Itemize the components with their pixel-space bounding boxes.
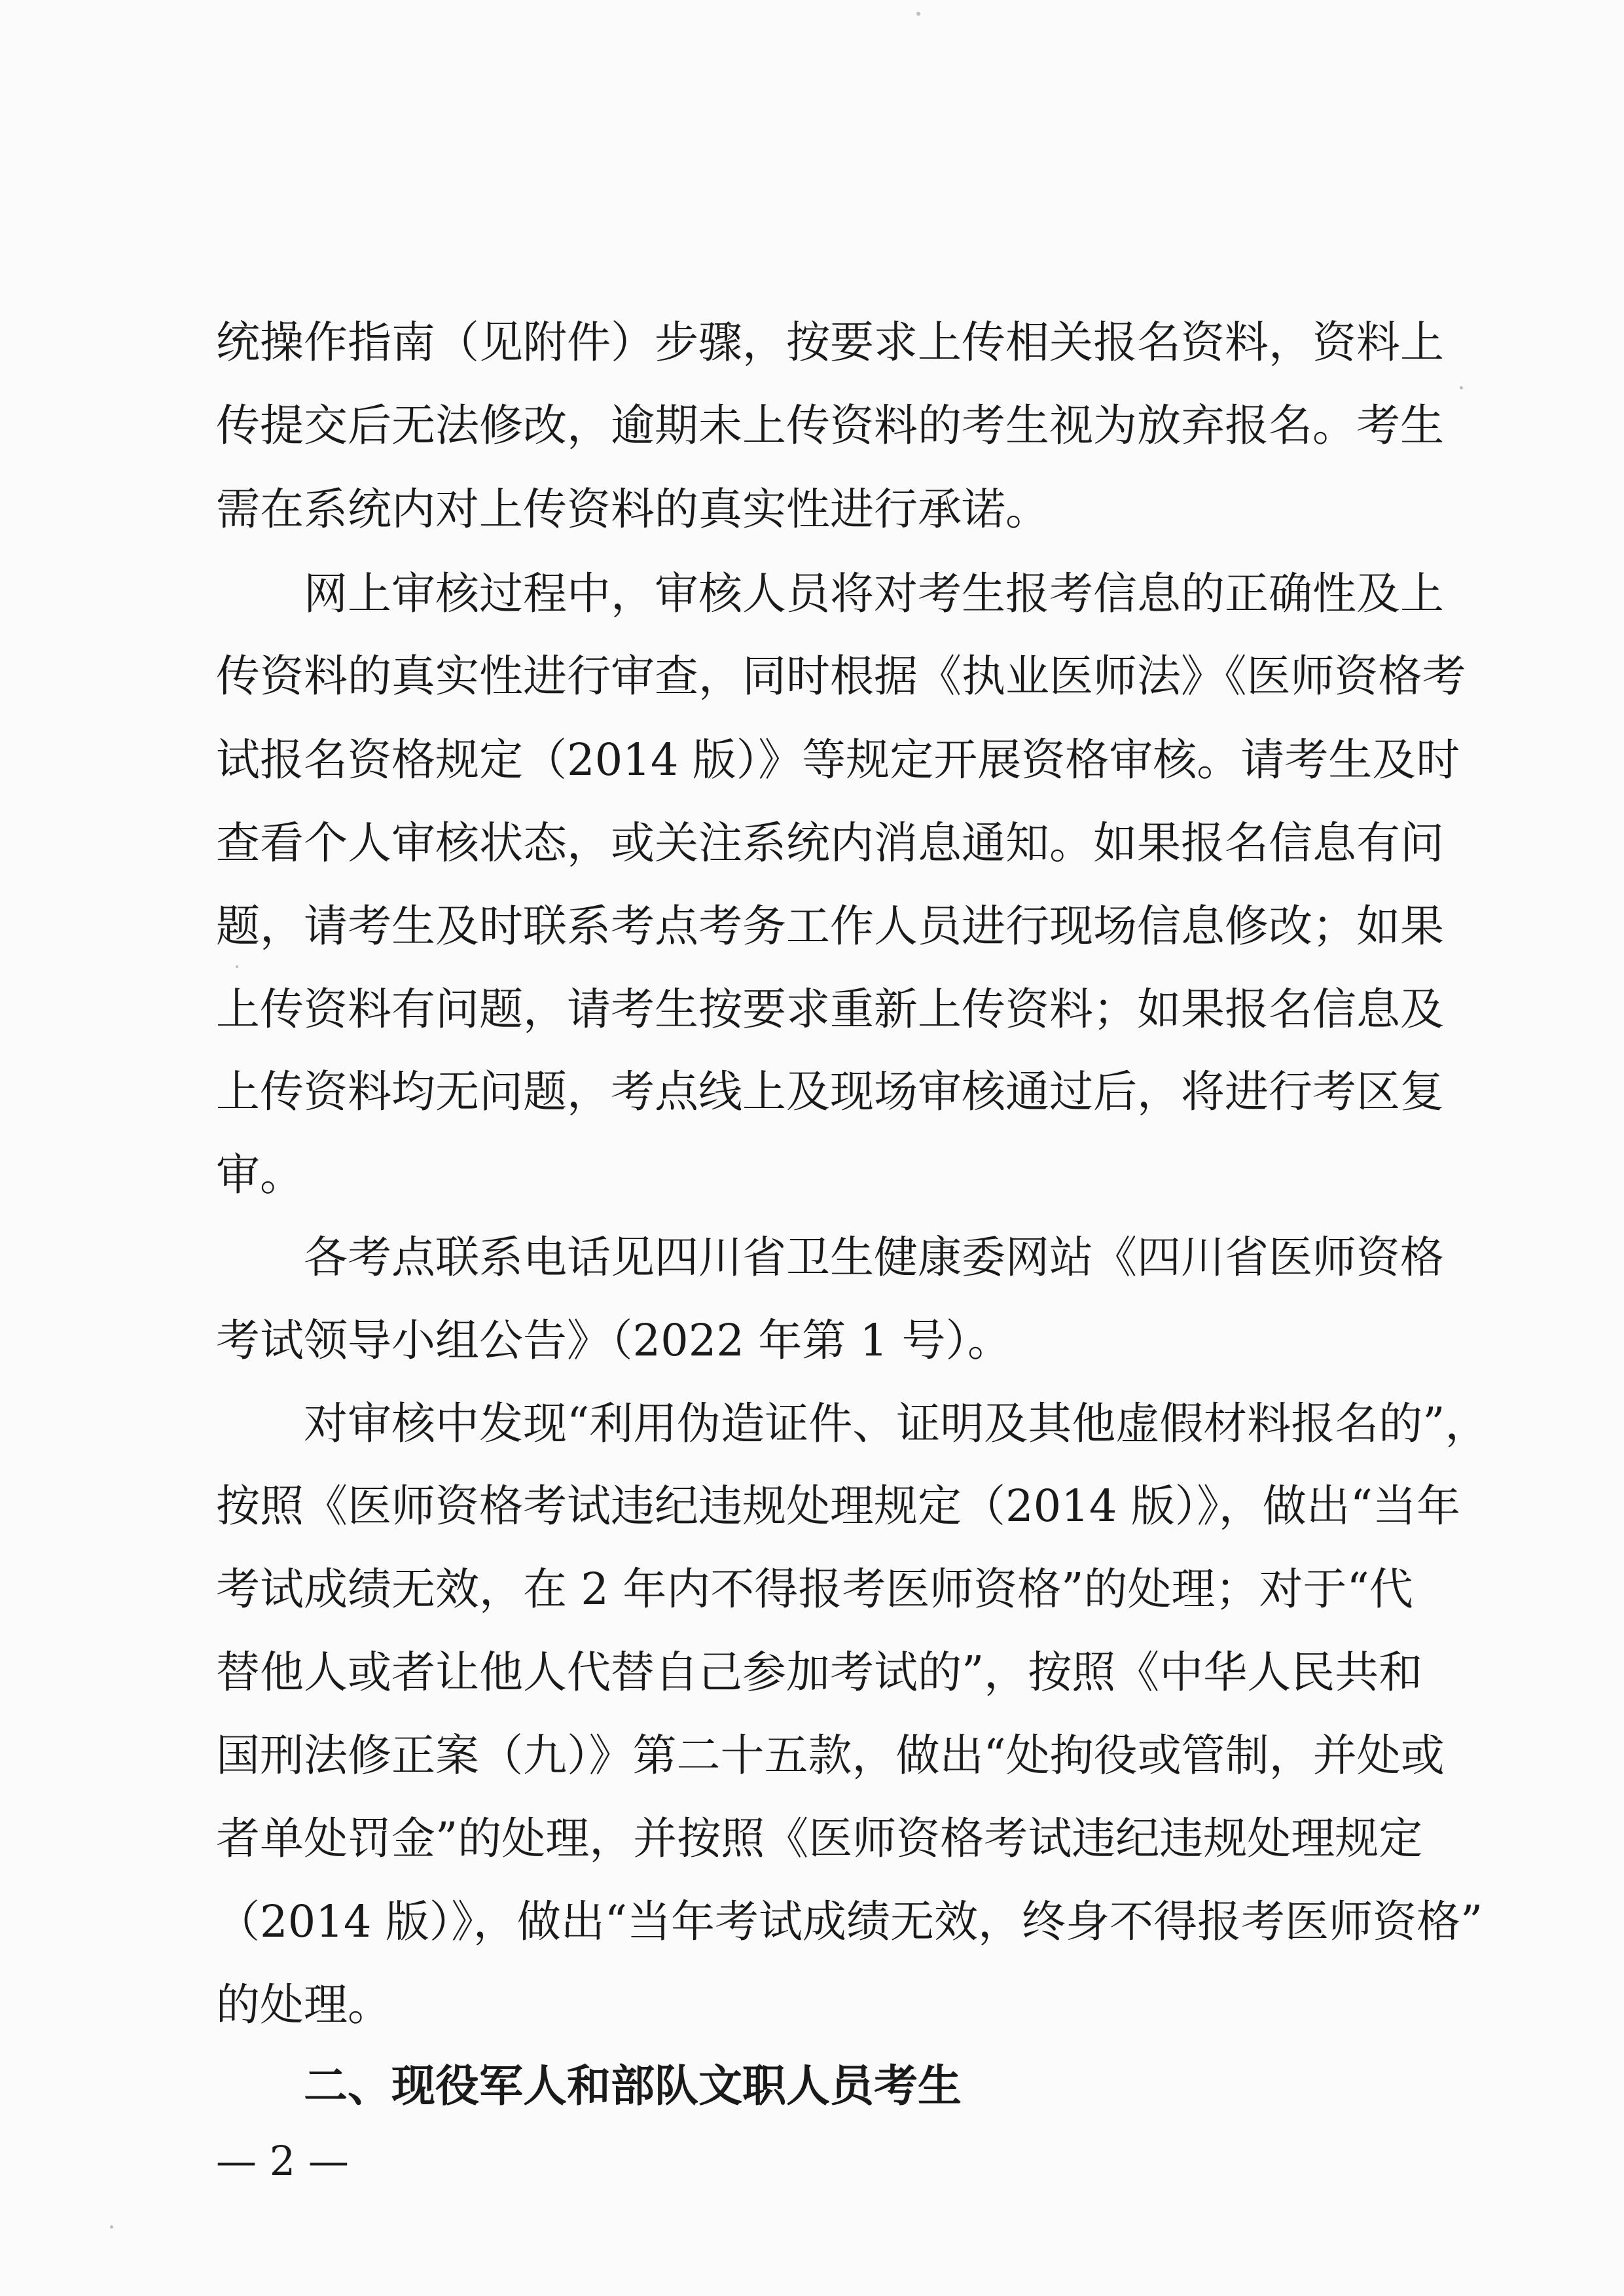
body-text-line: 的处理。 <box>216 1979 391 2030</box>
body-text-line: 上传资料均无问题，考点线上及现场审核通过后，将进行考区复 <box>216 1066 1444 1117</box>
body-text-line: 国刑法修正案（九）》第二十五款，做出“处拘役或管制，并处或 <box>216 1730 1445 1781</box>
body-text-line: 需在系统内对上传资料的真实性进行承诺。 <box>216 484 1049 535</box>
body-text-line: 按照《医师资格考试违纪违规处理规定（2014 版）》，做出“当年 <box>216 1480 1461 1532</box>
section-heading: 二、现役军人和部队文职人员考生 <box>216 2060 962 2111</box>
page-number: — 2 — <box>216 2137 349 2185</box>
body-text-line: 查看个人审核状态，或关注系统内消息通知。如果报名信息有问 <box>216 817 1444 869</box>
scan-speck <box>1460 386 1463 389</box>
body-text-line: 各考点联系电话见四川省卫生健康委网站《四川省医师资格 <box>216 1232 1444 1283</box>
body-text-line: 统操作指南（见附件）步骤，按要求上传相关报名资料，资料上 <box>216 317 1444 368</box>
body-text-line: 题，请考生及时联系考点考务工作人员进行现场信息修改；如果 <box>216 901 1444 952</box>
scan-speck <box>236 965 238 968</box>
body-text-line: 考试领导小组公告》（2022 年第 1 号）。 <box>216 1315 1012 1366</box>
body-text-line: 传资料的真实性进行审查，同时根据《执业医师法》《医师资格考 <box>216 651 1466 702</box>
body-text-line: 替他人或者让他人代替自己参加考试的”，按照《中华人民共和 <box>216 1647 1423 1698</box>
body-text-line: （2014 版）》，做出“当年考试成绩无效，终身不得报考医师资格” <box>216 1896 1483 1947</box>
scan-speck <box>110 2225 113 2229</box>
body-text-line: 审。 <box>216 1149 304 1200</box>
scan-speck <box>916 12 920 16</box>
body-text-line: 考试成绩无效，在 2 年内不得报考医师资格”的处理；对于“代 <box>216 1564 1413 1615</box>
body-text-line: 传提交后无法修改，逾期未上传资料的考生视为放弃报名。考生 <box>216 400 1444 451</box>
body-text-line: 上传资料有问题，请考生按要求重新上传资料；如果报名信息及 <box>216 984 1444 1035</box>
body-text-line: 网上审核过程中，审核人员将对考生报考信息的正确性及上 <box>216 568 1444 619</box>
body-text-line: 试报名资格规定（2014 版）》等规定开展资格审核。请考生及时 <box>216 734 1460 785</box>
body-text-line: 对审核中发现“利用伪造证件、证明及其他虚假材料报名的”， <box>216 1398 1489 1449</box>
body-text-line: 者单处罚金”的处理，并按照《医师资格考试违纪违规处理规定 <box>216 1813 1423 1864</box>
